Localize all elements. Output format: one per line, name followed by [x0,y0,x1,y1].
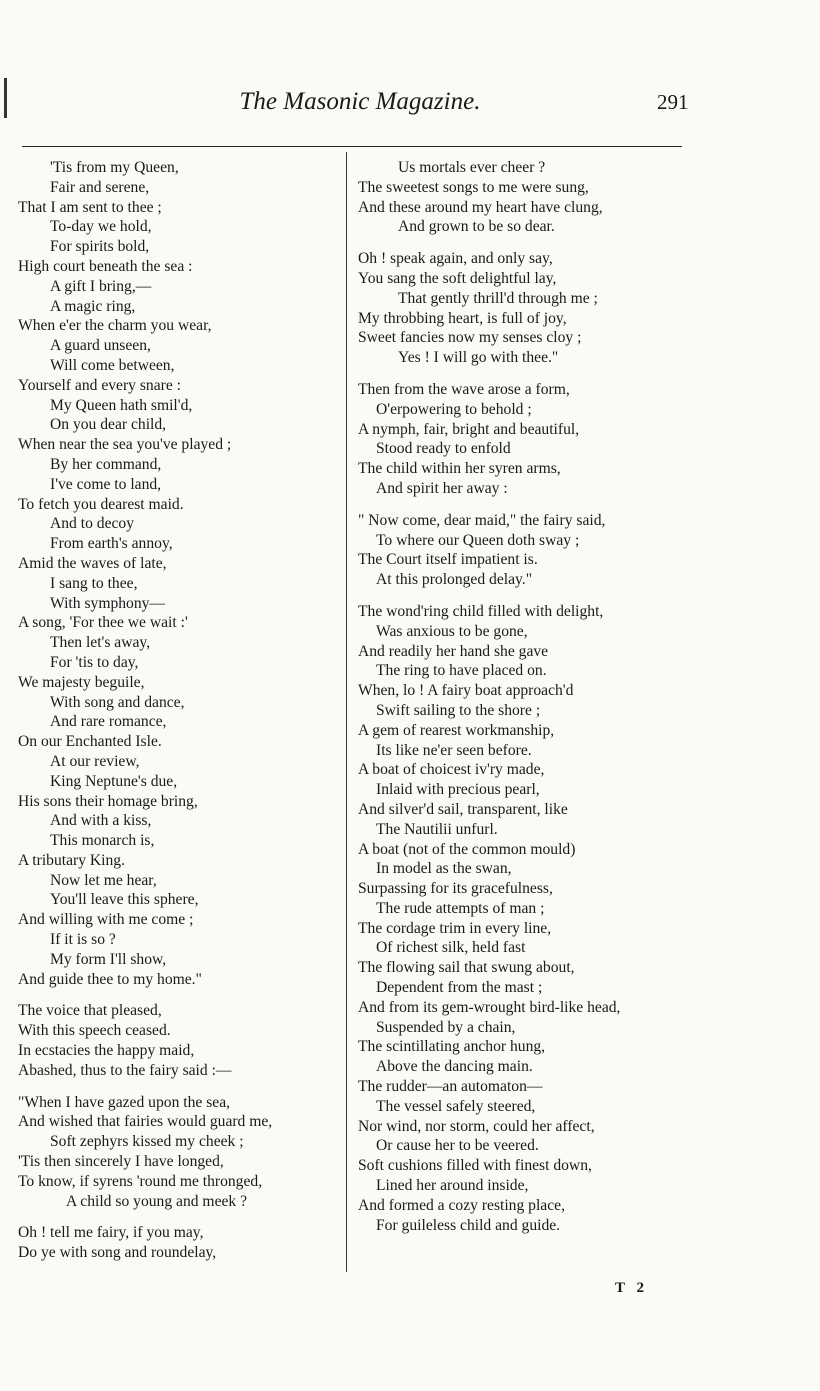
verse-line: A song, 'For thee we wait :' [18,614,188,632]
verse-line: 'Tis from my Queen, [50,159,179,176]
verse-line: A nymph, fair, bright and beautiful, [358,420,580,438]
verse-line: Then let's away, [50,634,151,652]
verse-line: Nor wind, nor storm, could her affect, [358,1117,595,1135]
verse-line: Do ye with song and roundelay, [18,1244,217,1262]
verse-line: The sweetest songs to me were sung, [358,178,589,196]
verse-line: And readily her hand she gave [358,642,549,660]
verse-line: And wished that fairies would guard me, [18,1113,273,1131]
verse-line: And grown to be so dear. [398,218,555,236]
verse-line: At this prolonged delay." [376,571,533,589]
verse-line: The rude attempts of man ; [376,899,545,917]
verse-line: When, lo ! A fairy boat approach'd [358,682,574,700]
verse-line: For spirits bold, [50,238,150,256]
verse-line: We majesty beguile, [18,673,145,691]
verse-line: And willing with me come ; [18,911,194,929]
verse-line: And with a kiss, [50,812,152,830]
verse-line: Oh ! speak again, and only say, [358,250,553,268]
right-column [358,158,688,1235]
verse-line: The Nautilii unfurl. [376,820,498,838]
verse-line: Will come between, [50,356,175,374]
verse-line: That gently thrill'd through me ; [398,289,598,307]
verse-line: King Neptune's due, [50,772,178,790]
verse-line: In ecstacies the happy maid, [18,1042,195,1060]
verse-line: You sang the soft delightful lay, [358,269,557,287]
verse-line: To know, if syrens 'round me thronged, [18,1172,263,1190]
verse-line: The wond'ring child filled with delight, [358,602,604,620]
verse-line: And to decoy [50,515,135,533]
verse-line: The vessel safely steered, [376,1097,536,1115]
page-header [0,88,820,128]
verse-line: Us mortals ever cheer ? [398,159,546,176]
verse-line: Was anxious to be gone, [376,622,528,640]
verse-line: To fetch you dearest maid. [18,495,184,513]
verse-line: Inlaid with precious pearl, [376,781,540,799]
verse-line: Dependent from the mast ; [376,979,543,997]
verse-line: The Court itself impatient is. [358,551,538,569]
verse-line: Its like ne'er seen before. [376,741,532,759]
verse-line: With symphony— [50,594,166,612]
verse-line: " Now come, dear maid," the fairy said, [358,511,606,529]
verse-line: From earth's annoy, [50,535,173,553]
verse-line: Yes ! I will go with thee." [398,349,559,367]
verse-line: And formed a cozy resting place, [358,1196,565,1214]
verse-line: Now let me hear, [50,871,157,889]
signature-mark: T 2 [615,1280,648,1296]
verse-line: My form I'll show, [50,950,167,968]
verse-line: Abashed, thus to the fairy said :— [18,1061,232,1079]
verse-line: A boat of choicest iv'ry made, [358,761,545,779]
verse-line: With song and dance, [50,693,185,711]
verse-line: Stood ready to enfold [376,440,511,458]
verse-line: By her command, [50,455,162,473]
verse-line: Lined her around inside, [376,1177,529,1195]
verse-line: For 'tis to day, [50,653,139,671]
verse-line: I've come to land, [50,475,162,493]
verse-line: For guileless child and guide. [376,1216,561,1234]
verse-line: The cordage trim in every line, [358,919,552,937]
verse-line: The child within her syren arms, [358,460,561,478]
verse-line: The ring to have placed on. [376,662,547,680]
verse-line: "When I have gazed upon the sea, [18,1093,231,1111]
verse-line: A gem of rearest workmanship, [358,721,555,739]
verse-line: A child so young and meek ? [66,1192,248,1210]
verse-line: Of richest silk, held fast [376,939,526,957]
verse-line: And spirit her away : [376,479,508,497]
verse-line: A boat (not of the common mould) [358,840,576,858]
verse-line: Soft zephyrs kissed my cheek ; [50,1133,244,1151]
verse-line: A gift I bring,— [50,277,152,295]
verse-line: Swift sailing to the shore ; [376,701,541,719]
verse-line: With this speech ceased. [18,1022,171,1040]
verse-line: Soft cushions filled with finest down, [358,1157,592,1175]
left-column [18,158,338,1263]
verse-line: On you dear child, [50,416,167,434]
verse-line: Suspended by a chain, [376,1018,516,1036]
verse-line: My throbbing heart, is full of joy, [358,309,567,327]
verse-line: The rudder—an automaton— [358,1078,543,1096]
header-rule [22,146,682,147]
verse-line: Then from the wave arose a form, [358,380,570,398]
verse-line: Amid the waves of late, [18,554,167,572]
verse-line: High court beneath the sea : [18,257,193,275]
verse-line: The flowing sail that swung about, [358,959,575,977]
verse-line: This monarch is, [50,832,155,850]
verse-line: At our review, [50,752,140,770]
verse-line: A tributary King. [18,851,125,869]
page-number: 291 [657,90,689,114]
verse-line: A guard unseen, [50,337,151,355]
running-title: The Masonic Magazine. [239,88,481,115]
verse-line: To-day we hold, [50,218,152,236]
verse-line: That I am sent to thee ; [18,198,162,216]
verse-line: I sang to thee, [50,574,138,592]
verse-line: And rare romance, [50,713,167,731]
verse-line: Yourself and every snare : [18,376,181,394]
column-divider [346,152,347,1272]
verse-line: On our Enchanted Isle. [18,733,162,751]
verse-line: You'll leave this sphere, [50,891,199,909]
verse-line: To where our Queen doth sway ; [376,531,580,549]
verse-line: And these around my heart have clung, [358,198,603,216]
verse-line: And guide thee to my home." [18,970,202,988]
verse-line: Surpassing for its gracefulness, [358,880,553,898]
verse-line: In model as the swan, [376,860,512,878]
verse-line: Fair and serene, [50,178,150,196]
verse-line: Above the dancing main. [376,1058,533,1076]
verse-line: When near the sea you've played ; [18,436,232,454]
verse-line: Or cause her to be veered. [376,1137,539,1155]
verse-line: A magic ring, [50,297,136,315]
verse-line: O'erpowering to behold ; [376,400,532,418]
verse-line: The voice that pleased, [18,1002,162,1020]
verse-line: And silver'd sail, transparent, like [358,800,568,818]
verse-line: My Queen hath smil'd, [50,396,193,414]
verse-line: When e'er the charm you wear, [18,317,212,335]
verse-line: Oh ! tell me fairy, if you may, [18,1224,204,1242]
verse-line: 'Tis then sincerely I have longed, [18,1153,224,1171]
verse-line: His sons their homage bring, [18,792,198,810]
verse-line: And from its gem-wrought bird-like head, [358,998,621,1016]
verse-line: Sweet fancies now my senses cloy ; [358,329,582,347]
verse-line: The scintillating anchor hung, [358,1038,546,1056]
verse-line: If it is so ? [50,931,116,949]
